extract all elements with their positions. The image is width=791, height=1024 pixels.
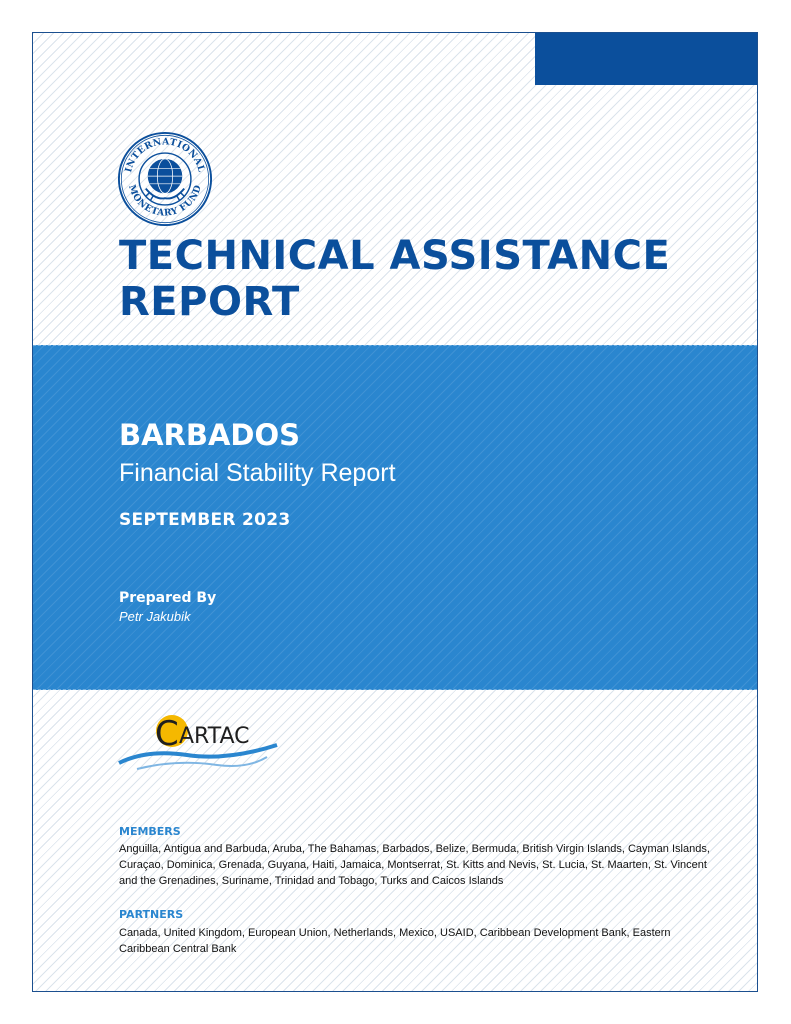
partners-heading: PARTNERS	[119, 908, 184, 921]
members-heading: MEMBERS	[119, 825, 181, 838]
author-name: Petr Jakubik	[119, 609, 191, 624]
seal-lower-text: MONETARY FUND	[125, 183, 204, 219]
members-list: Anguilla, Antigua and Barbuda, Aruba, The Bahamas, Barbados, Belize, Bermuda, British Virgin Islands, Cayman Islands, Curaçao, Dominica, Grenada, Guyana, Haiti, Jamaica, Montserrat, St. Kitts and Nevis, St. Lucia, St. Maarten, St. Vincent and the Grenadines, Suriname, Trinidad and Tobago, Turks and Caicos Islands	[119, 843, 710, 887]
cartac-logo	[117, 705, 289, 775]
imf-seal-logo	[117, 131, 213, 227]
title-band	[33, 345, 757, 690]
partners-list: Canada, United Kingdom, European Union, Netherlands, Mexico, USAID, Caribbean Development Bank, Eastern Caribbean Central Bank	[119, 927, 671, 955]
report-date: SEPTEMBER 2023	[119, 510, 291, 530]
cartac-initial: C	[155, 714, 179, 754]
report-title-line-2: REPORT	[119, 279, 300, 325]
report-title	[119, 233, 670, 325]
country-name: BARBADOS	[119, 418, 301, 452]
report-subject: Financial Stability Report	[119, 459, 396, 487]
prepared-by-label: Prepared By	[119, 590, 217, 606]
cartac-wordmark: ARTAC	[179, 724, 250, 749]
report-cover	[32, 32, 758, 992]
seal-upper-text: INTERNATIONAL	[123, 136, 207, 174]
report-title-line-1: TECHNICAL ASSISTANCE	[119, 233, 671, 279]
corner-accent-block	[535, 33, 757, 85]
